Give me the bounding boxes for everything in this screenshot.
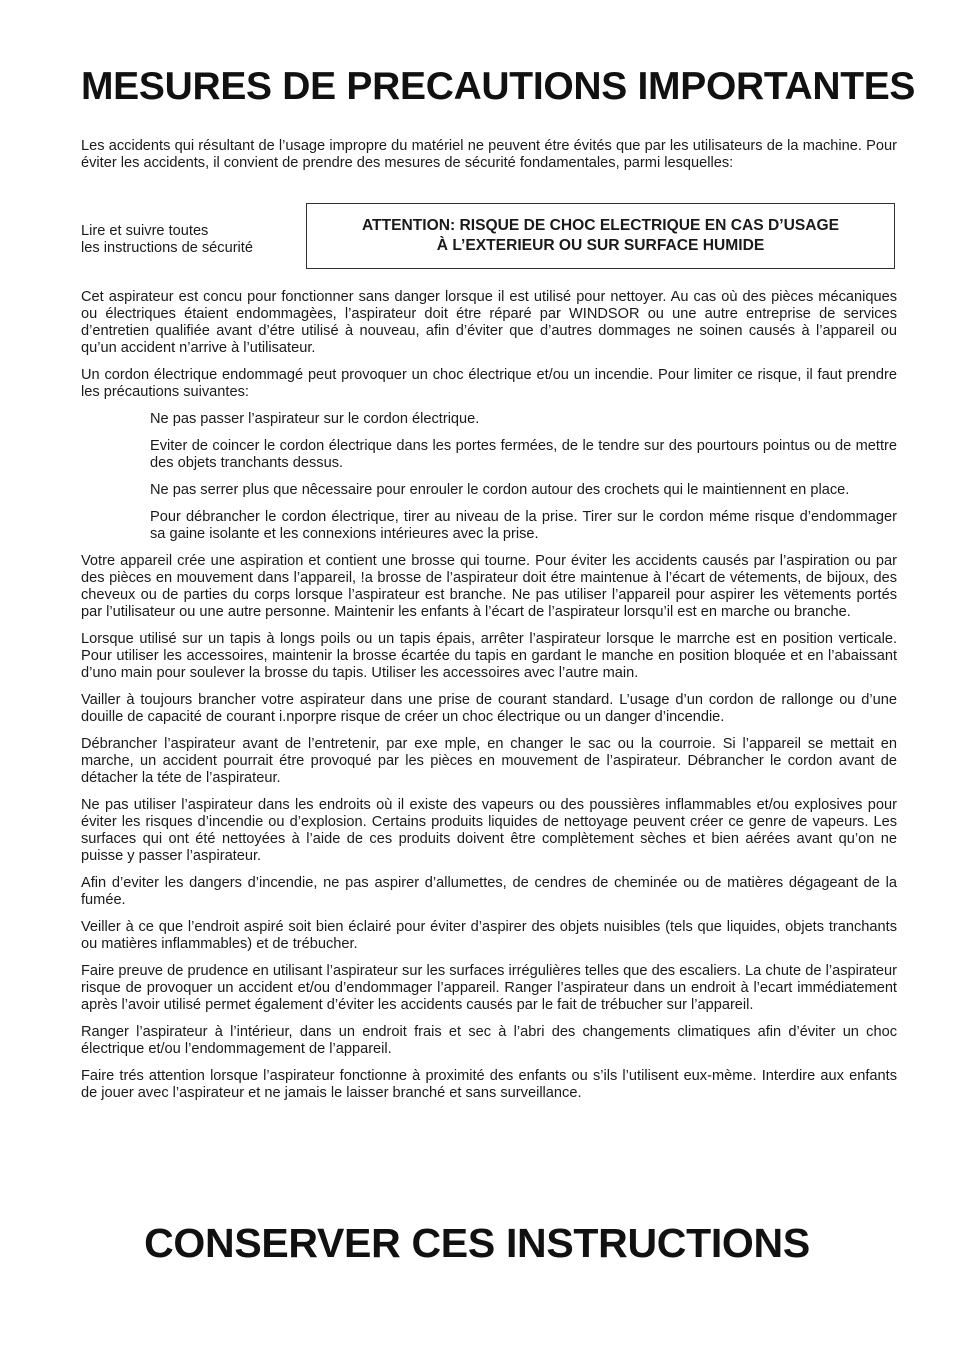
- page-title: MESURES DE PRECAUTIONS IMPORTANTES: [81, 65, 916, 108]
- paragraph-children: Faire trés attention lorsque l’aspirateur fonctionne à proximité des enfants ou s’ils l’utilisent eux-mème. Interdire aux enfants de jouer avec l’aspirateur et ne jamais le laisser branché et sans surveillance.: [81, 1068, 897, 1101]
- electric-shock-warning-box: [306, 203, 895, 269]
- paragraph-stairs: Faire preuve de prudence en utilisant l’aspirateur sur les surfaces irrégulières telles que des escaliers. La chute de l’aspirateur risque de provoquer un accident et/ou d’endommager l’appareil. Ranger l’aspirateur dans un endroit à l’ecart immédiatement après l’avoir utilisé permet également d’éviter les accidents causés par le fait de trébucher sur l’appareil.: [81, 963, 897, 1013]
- paragraph-cord-risk: Un cordon électrique endommagé peut provoquer un choc électrique et/ou un incendie. Pour limiter ce risque, il faut prendre les précautions suivantes:: [81, 367, 897, 400]
- cord-item-4: Pour débrancher le cordon électrique, tirer au niveau de la prise. Tirer sur le cordon méme risque d’endommager sa gaine isolante et les connexions intérieures avec la prise.: [150, 509, 897, 542]
- paragraph-thick-carpet: Lorsque utilisé sur un tapis à longs poils ou un tapis épais, arrêter l’aspirateur lorsque le marrche est en position verticale. Pour utiliser les accessoires, maintenir la brosse écartée du tapis en gardant le manche en position bloquée et en l’abaissant d’uno main pour soulever la brosse du tapis. Utiliser les accessoires avec l’autre main.: [81, 631, 897, 681]
- paragraph-moving-parts: Votre appareil crée une aspiration et contient une brosse qui tourne. Pour éviter les accidents causés par l’aspiration ou par des pièces en mouvement dans l’appareil, !a brosse de l’aspirateur doit étre maintenue à l’écart de vétements, de bijoux, des cheveux ou de parties du corps lorsque l’aspirateur est branche. Ne pas utiliser l’appareil pour aspirer les vëtements portés par l’utilisateur ou une autre personne. Maintenir les enfants à l’écart de l’aspirateur lorsqu’il est en marche ou branche.: [81, 553, 897, 620]
- cord-item-3: Ne pas serrer plus que nêcessaire pour enrouler le cordon autour des crochets qui le maintiennent en place.: [150, 482, 850, 498]
- intro-paragraph: Les accidents qui résultant de l’usage impropre du matériel ne peuvent étre évités que par les utilisateurs de la machine. Pour éviter les accidents, il convient de prendre des mesures de sécurité fondamentales, parmi lesquelles:: [81, 138, 897, 171]
- safety-instructions-body: [81, 289, 897, 1112]
- cord-item-1: Ne pas passer l’aspirateur sur le cordon électrique.: [150, 411, 480, 427]
- side-note-line-1: Lire et suivre toutes: [81, 223, 209, 239]
- paragraph-unplug-maintenance: Débrancher l’aspirateur avant de l’entretenir, par exe mple, en changer le sac ou la courroie. Si l’appareil se mettait en marche, un accident pourrait étre provoqué par les pièces en mouvement de l’aspirateur. Débrancher le cordon avant de détacher la téte de l’aspirateur.: [81, 736, 897, 786]
- paragraph-lighting: Veiller à ce que l’endroit aspiré soit bien éclairé pour éviter d’aspirer des objets nuisibles (tels que liquides, objets tranchants ou matières inflammables) et de trébucher.: [81, 919, 897, 952]
- paragraph-repair: Cet aspirateur est concu pour fonctionner sans danger lorsque il est utilisé pour nettoyer. Au cas où des pièces mécaniques ou électriques étaient endommagèes, l’aspirateur doit étre réparé par WINDSOR ou une autre entreprise de services d’entretien qualifiée avant d’étre utilisé à nouveau, afin d’éviter que d’autres dommages ne soinen causés à l’appareil ou qu’un accident n’arrive à l’utilisateur.: [81, 289, 897, 356]
- cord-item-2: Eviter de coincer le cordon électrique dans les portes fermées, de le tendre sur des pourtours pointus ou de mettre des objets tranchants dessus.: [150, 438, 897, 471]
- paragraph-storage: Ranger l’aspirateur à l’intérieur, dans un endroit frais et sec à l’abri des changements climatiques afin d’éviter un choc électrique et/ou l’endommagement de l’appareil.: [81, 1024, 897, 1057]
- paragraph-outlet: Vailler à toujours brancher votre aspirateur dans une prise de courant standard. L’usage d’un cordon de rallonge ou d’une douille de capacité de courant i.nporpre risque de créer un choc électrique ou un danger d’incendie.: [81, 692, 897, 725]
- warning-line-2: À L’EXTERIEUR OU SUR SURFACE HUMIDE: [436, 237, 765, 254]
- paragraph-fire-danger: Afin d’eviter les dangers d’incendie, ne pas aspirer d’allumettes, de cendres de cheminée ou de matières dégageant de la fumée.: [81, 875, 897, 908]
- footer-title: CONSERVER CES INSTRUCTIONS: [144, 1220, 810, 1266]
- safety-side-note: [81, 223, 301, 257]
- side-note-line-2: les instructions de sécurité: [81, 240, 253, 256]
- paragraph-flammable-vapours: Ne pas utiliser l’aspirateur dans les endroits où il existe des vapeurs ou des poussières inflammables et/ou explosives pour éviter les risques d’incendie ou d’explosion. Certains produits liquides de nettoyage peuvent créer ce genre de vapeurs. Les surfaces qui ont été nettoyées à l’aide de ces produits doivent être complètement sèches et bien aérées avant qu’on ne puisse y passer l’aspirateur.: [81, 797, 897, 864]
- warning-line-1: ATTENTION: RISQUE DE CHOC ELECTRIQUE EN CAS D’USAGE: [361, 217, 840, 234]
